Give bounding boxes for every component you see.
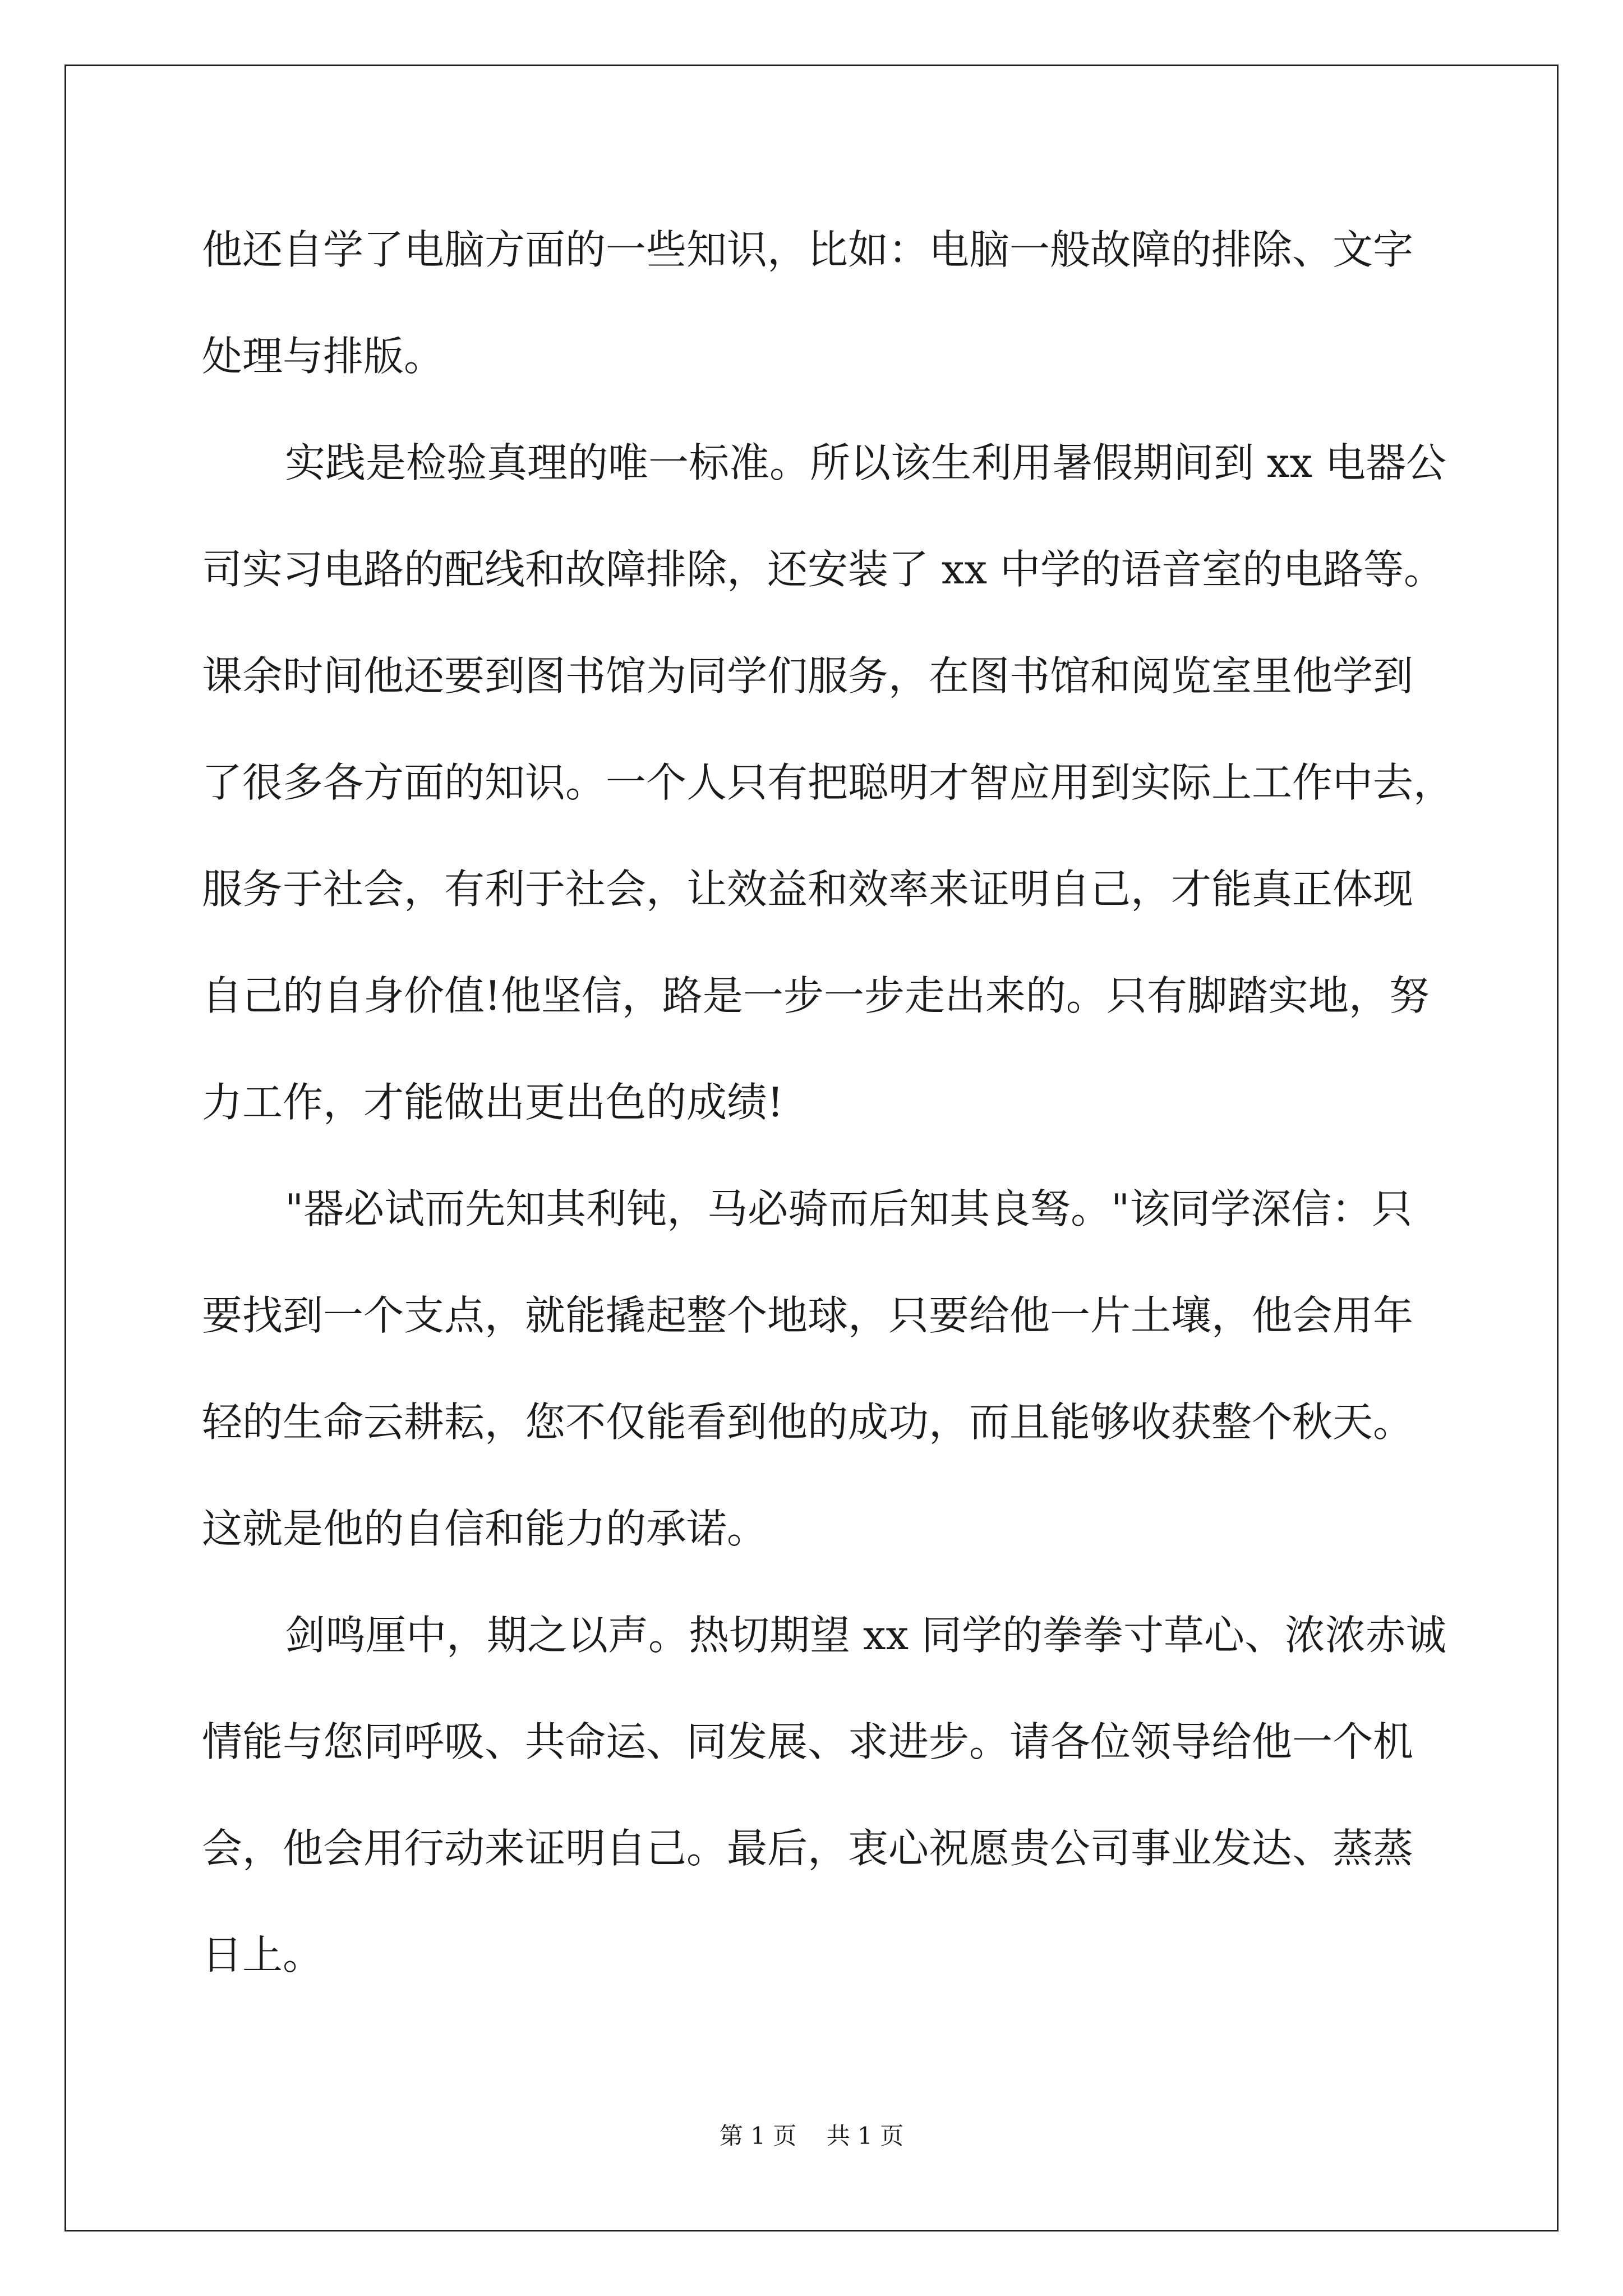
text-line: 自己的自身价值!他坚信，路是一步一步走出来的。只有脚踏实地，努 <box>202 972 1430 1019</box>
text-line: 司实习电路的配线和故障排除，还安装了 xx 中学的语音室的电路等。 <box>202 546 1444 593</box>
text-line: 他还自学了电脑方面的一些知识，比如：电脑一般故障的排除、文字 <box>202 226 1414 273</box>
page-footer: 第 1 页 共 1 页 <box>719 2122 904 2150</box>
text-line: 课余时间他还要到图书馆为同学们服务，在图书馆和阅览室里他学到 <box>202 652 1414 700</box>
text-line: 了很多各方面的知识。一个人只有把聪明才智应用到实际上工作中去， <box>202 759 1454 806</box>
text-line: 会，他会用行动来证明自己。最后，衷心祝愿贵公司事业发达、蒸蒸 <box>202 1825 1414 1872</box>
text-line: 服务于社会，有利于社会，让效益和效率来证明自己，才能真正体现 <box>202 866 1414 913</box>
text-line: 情能与您同呼吸、共命运、同发展、求进步。请各位领导给他一个机 <box>202 1718 1414 1765</box>
text-line: 力工作，才能做出更出色的成绩! <box>202 1079 783 1126</box>
text-line: 轻的生命云耕耘，您不仅能看到他的成功，而且能够收获整个秋天。 <box>202 1398 1414 1446</box>
paragraph-first-line: 剑鸣厘中，期之以声。热切期望 xx 同学的拳拳寸草心、浓浓赤诚 <box>285 1612 1446 1659</box>
text-line: 日上。 <box>202 1931 324 1978</box>
text-line: 这就是他的自信和能力的承诺。 <box>202 1505 768 1552</box>
text-line: 要找到一个支点，就能撬起整个地球，只要给他一片土壤，他会用年 <box>202 1292 1414 1339</box>
paragraph-first-line: 实践是检验真理的唯一标准。所以该生利用暑假期间到 xx 电器公 <box>285 439 1446 486</box>
document-body <box>202 219 1454 2031</box>
text-line: 处理与排版。 <box>202 333 445 380</box>
paragraph-first-line: "器必试而先知其利钝，马必骑而后知其良驽。"该同学深信：只 <box>285 1185 1413 1232</box>
